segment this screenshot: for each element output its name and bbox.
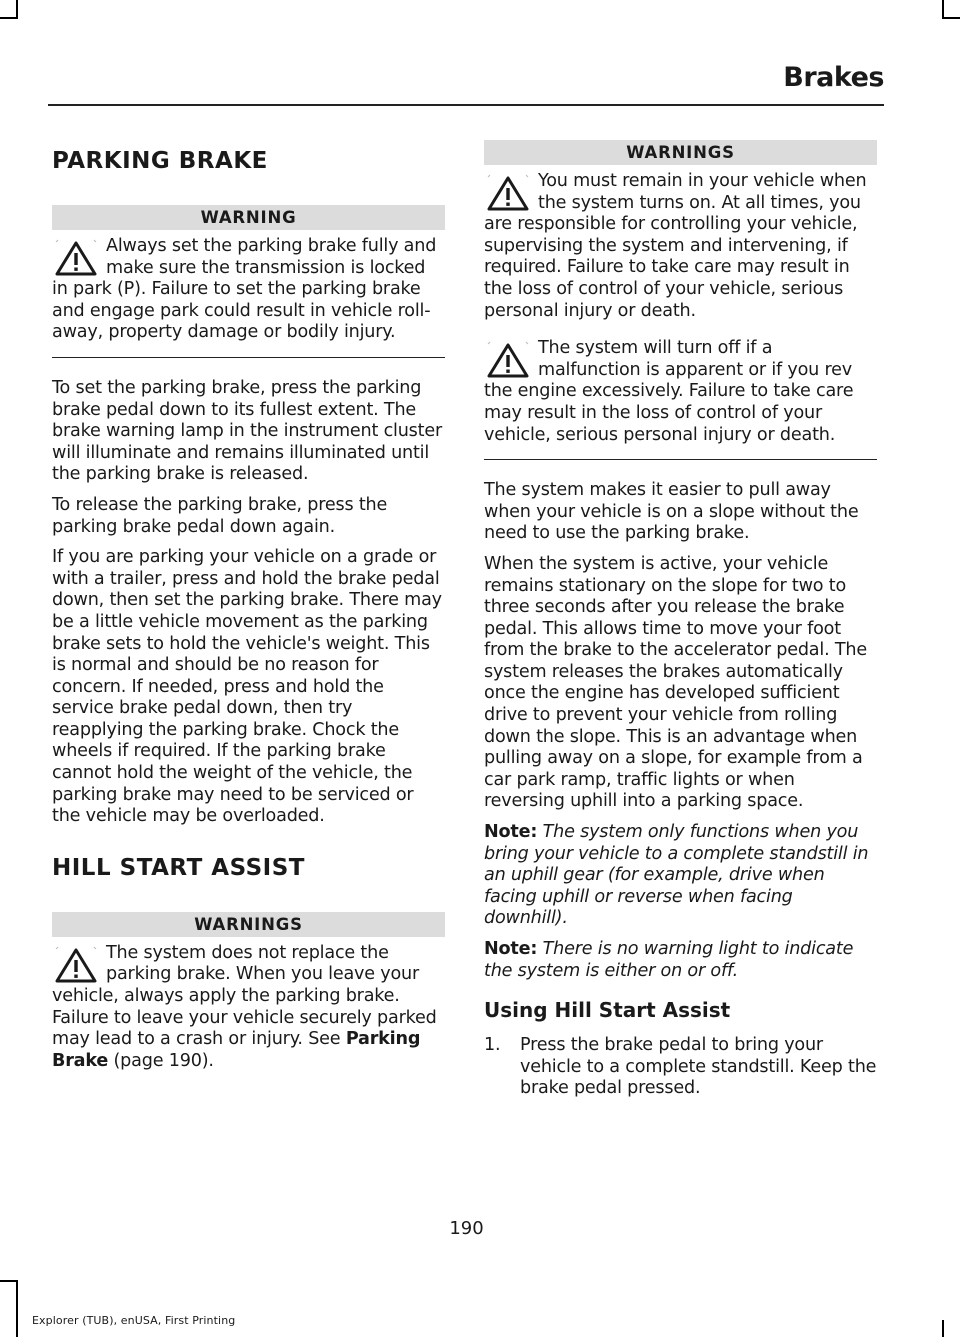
note	[484, 822, 877, 930]
page-title: Brakes	[783, 62, 884, 93]
note	[484, 939, 877, 982]
warning-triangle-icon	[484, 173, 532, 213]
warnings-label-bar: WARNINGS	[52, 912, 445, 937]
crop-mark-bottom-left	[0, 1280, 18, 1282]
warnings-label-bar: WARNINGS	[484, 140, 877, 165]
paragraph: To release the parking brake, press the parking brake pedal down again.	[52, 494, 388, 537]
section-heading-hill-start-assist: HILL START ASSIST	[52, 854, 305, 881]
note-text: The system only functions when you bring your vehicle to a complete standstill in an uphill gear (for example, drive when facing uphill or reverse when facing downhill).	[484, 822, 869, 929]
paragraph: If you are parking your vehicle on a grade or with a trailer, press and hold the brake pedal down, then set the parking brake. There may be a little vehicle movement as the parking brake sets to hold the vehicle's weight. This is normal and should be no reason for concern. If needed, press and hold the service brake pedal down, then try reapplying the parking brake. Chock the wheels if required. If the parking brake cannot hold the weight of the vehicle, the parking brake may need to be serviced or the vehicle may be overloaded.	[52, 547, 442, 827]
crop-mark-top-right	[942, 0, 944, 18]
left-column	[52, 140, 445, 1078]
warning-triangle-icon	[52, 945, 100, 985]
list-number: 1.	[484, 1035, 501, 1056]
warning-block	[484, 338, 877, 446]
warning-block	[52, 943, 445, 1073]
note-label: Note:	[484, 939, 538, 959]
crop-mark-top-right	[942, 17, 960, 19]
warning-text: You must remain in your vehicle when the system turns on. At all times, you are responsible for controlling your vehicle, supervising the system and intervening, if required. Failure to take care may result in the loss of control of your vehicle, serious personal injury or death.	[484, 171, 867, 321]
crop-mark-top-left	[0, 17, 18, 19]
subheading-using-hill-start-assist: Using Hill Start Assist	[484, 998, 731, 1023]
note-label: Note:	[484, 822, 538, 843]
paragraph: The system makes it easier to pull away when your vehicle is on a slope without the need to use the parking brake.	[484, 480, 859, 544]
list-item	[484, 1035, 877, 1100]
warning-block	[52, 236, 445, 344]
page-reference: (page 190).	[108, 1050, 214, 1071]
section-heading-parking-brake: PARKING BRAKE	[52, 148, 268, 174]
note-text: There is no warning light to indicate the system is either on or off.	[484, 939, 854, 981]
warning-text: The system does not replace the parking brake. When you leave your vehicle, always apply the parking brake. Failure to leave your vehicle securely parked may lead to a crash or injury. See	[52, 942, 437, 1050]
footer-text: Explorer (TUB), enUSA, First Printing	[32, 1314, 236, 1327]
crop-mark-bottom-right	[942, 1320, 944, 1337]
warning-text: Always set the parking brake fully and make sure the transmission is locked in park (P). Failure to set the parking brake and engage park could result in vehicle roll-away, property damage or bodily injury.	[52, 236, 437, 343]
header-rule	[48, 104, 884, 106]
warning-triangle-icon	[52, 238, 100, 278]
crop-mark-bottom-left	[16, 1280, 18, 1337]
paragraph: To set the parking brake, press the parking brake pedal down to its fullest extent. The brake warning lamp in the instrument cluster will illuminate and remains illuminated until the parking brake is released.	[52, 377, 442, 485]
warning-end-rule	[52, 357, 445, 358]
warning-text: The system will turn off if a malfunction is apparent or if you rev the engine excessively. Failure to take care may result in the loss of control of your vehicle, serious personal injury or death.	[484, 338, 854, 445]
warning-triangle-icon	[484, 340, 532, 380]
parking-brake-link[interactable]: Parking Brake	[52, 1029, 421, 1071]
paragraph: When the system is active, your vehicle remains stationary on the slope for two to three seconds after you release the brake pedal. This allows time to move your foot from the brake to the accelerator pedal. The system releases the brakes automatically once the engine has developed sufficient drive to prevent your vehicle from rolling down the slope. This is an advantage when pulling away on a slope, for example from a car park ramp, traffic lights or when reversing uphill into a parking space.	[484, 553, 867, 812]
list-text: Press the brake pedal to bring your vehicle to a complete standstill. Keep the brake pedal pressed.	[520, 1035, 877, 1099]
right-column	[484, 140, 877, 1100]
warning-block	[484, 171, 877, 322]
warning-end-rule	[484, 459, 877, 460]
crop-mark-top-left	[16, 0, 18, 18]
warning-label-bar: WARNING	[52, 205, 445, 230]
page-number: 190	[449, 1218, 484, 1239]
